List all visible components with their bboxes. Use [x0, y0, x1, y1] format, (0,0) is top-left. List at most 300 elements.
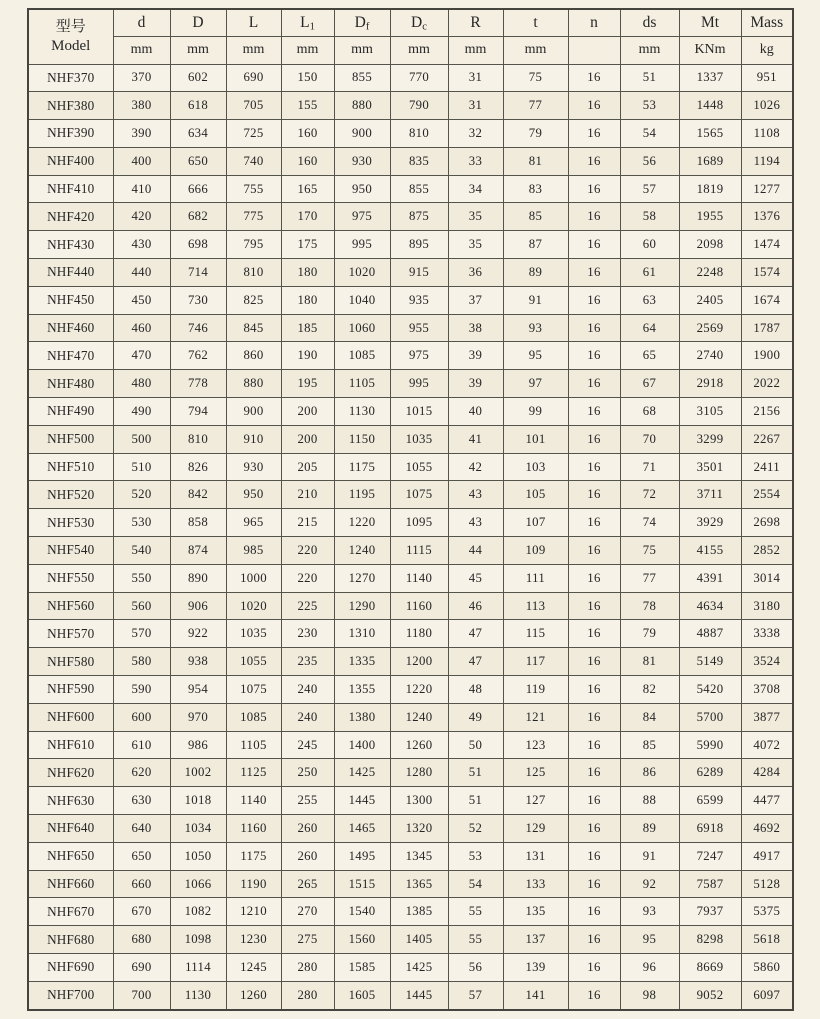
- cell-t: 111: [503, 564, 568, 592]
- cell-Df: 1105: [334, 370, 390, 398]
- cell-t: 103: [503, 453, 568, 481]
- cell-D: 634: [170, 120, 226, 148]
- cell-ds: 82: [620, 676, 679, 704]
- table-row-NHF580: [28, 648, 793, 676]
- cell-Df: 1425: [334, 759, 390, 787]
- cell-R: 56: [448, 954, 503, 982]
- cell-ds: 88: [620, 787, 679, 815]
- cell-R: 45: [448, 564, 503, 592]
- cell-L1: 255: [281, 787, 334, 815]
- cell-Mt: 7587: [679, 870, 741, 898]
- cell-Df: 1220: [334, 509, 390, 537]
- column-header-t: t: [503, 9, 568, 36]
- cell-L1: 220: [281, 564, 334, 592]
- cell-ds: 51: [620, 64, 679, 92]
- cell-Mass: 5128: [741, 870, 793, 898]
- cell-Dc: 1365: [390, 870, 448, 898]
- model-cell: NHF610: [28, 731, 113, 759]
- cell-n: 16: [568, 815, 620, 843]
- column-header-model: [28, 9, 113, 64]
- cell-Mt: 1448: [679, 92, 741, 120]
- cell-D: 1098: [170, 926, 226, 954]
- cell-Df: 1310: [334, 620, 390, 648]
- cell-D: 618: [170, 92, 226, 120]
- cell-Mt: 7247: [679, 842, 741, 870]
- cell-D: 746: [170, 314, 226, 342]
- cell-L: 755: [226, 175, 281, 203]
- cell-Mt: 3299: [679, 425, 741, 453]
- cell-ds: 92: [620, 870, 679, 898]
- cell-t: 95: [503, 342, 568, 370]
- cell-D: 650: [170, 147, 226, 175]
- cell-Mt: 6599: [679, 787, 741, 815]
- cell-L: 880: [226, 370, 281, 398]
- table-row-NHF570: [28, 620, 793, 648]
- cell-n: 16: [568, 203, 620, 231]
- spec-table: [27, 8, 794, 1011]
- cell-ds: 58: [620, 203, 679, 231]
- cell-L1: 230: [281, 620, 334, 648]
- cell-n: 16: [568, 286, 620, 314]
- column-header-n: n: [568, 9, 620, 36]
- cell-Mass: 4284: [741, 759, 793, 787]
- cell-Mt: 5990: [679, 731, 741, 759]
- cell-t: 115: [503, 620, 568, 648]
- cell-L1: 150: [281, 64, 334, 92]
- model-cell: NHF450: [28, 286, 113, 314]
- cell-Mt: 2248: [679, 259, 741, 287]
- cell-Dc: 790: [390, 92, 448, 120]
- cell-Mass: 3524: [741, 648, 793, 676]
- cell-L: 1105: [226, 731, 281, 759]
- table-row-NHF500: [28, 425, 793, 453]
- cell-L1: 265: [281, 870, 334, 898]
- cell-R: 37: [448, 286, 503, 314]
- cell-Df: 900: [334, 120, 390, 148]
- cell-d: 600: [113, 703, 170, 731]
- cell-L: 1020: [226, 592, 281, 620]
- cell-Df: 1380: [334, 703, 390, 731]
- column-header-L1: $L_1$: [281, 9, 334, 36]
- header-names-row: [28, 9, 793, 36]
- table-row-NHF650: [28, 842, 793, 870]
- table-row-NHF660: [28, 870, 793, 898]
- column-unit-Mass: kg: [741, 36, 793, 64]
- model-cell: NHF500: [28, 425, 113, 453]
- cell-ds: 75: [620, 537, 679, 565]
- cell-ds: 85: [620, 731, 679, 759]
- table-row-NHF380: [28, 92, 793, 120]
- cell-D: 714: [170, 259, 226, 287]
- cell-D: 666: [170, 175, 226, 203]
- table-row-NHF600: [28, 703, 793, 731]
- cell-L: 845: [226, 314, 281, 342]
- cell-t: 139: [503, 954, 568, 982]
- model-cell: NHF470: [28, 342, 113, 370]
- cell-n: 16: [568, 676, 620, 704]
- table-row-NHF520: [28, 481, 793, 509]
- cell-Mass: 2156: [741, 398, 793, 426]
- cell-ds: 70: [620, 425, 679, 453]
- cell-Mt: 5149: [679, 648, 741, 676]
- cell-d: 470: [113, 342, 170, 370]
- cell-L: 860: [226, 342, 281, 370]
- cell-D: 794: [170, 398, 226, 426]
- cell-Mt: 8669: [679, 954, 741, 982]
- cell-ds: 56: [620, 147, 679, 175]
- cell-R: 39: [448, 370, 503, 398]
- cell-d: 620: [113, 759, 170, 787]
- cell-d: 560: [113, 592, 170, 620]
- cell-R: 54: [448, 870, 503, 898]
- cell-d: 370: [113, 64, 170, 92]
- cell-L: 1190: [226, 870, 281, 898]
- cell-L: 1055: [226, 648, 281, 676]
- cell-Dc: 1075: [390, 481, 448, 509]
- cell-t: 119: [503, 676, 568, 704]
- cell-ds: 65: [620, 342, 679, 370]
- cell-L: 950: [226, 481, 281, 509]
- cell-n: 16: [568, 898, 620, 926]
- cell-Df: 1540: [334, 898, 390, 926]
- cell-n: 16: [568, 425, 620, 453]
- column-unit-d: mm: [113, 36, 170, 64]
- cell-Mass: 2411: [741, 453, 793, 481]
- cell-D: 730: [170, 286, 226, 314]
- cell-L: 1000: [226, 564, 281, 592]
- cell-ds: 91: [620, 842, 679, 870]
- cell-Mt: 2098: [679, 231, 741, 259]
- cell-L1: 200: [281, 398, 334, 426]
- cell-D: 682: [170, 203, 226, 231]
- cell-R: 40: [448, 398, 503, 426]
- cell-ds: 77: [620, 564, 679, 592]
- cell-Mass: 3180: [741, 592, 793, 620]
- cell-R: 31: [448, 64, 503, 92]
- cell-L1: 160: [281, 147, 334, 175]
- cell-d: 500: [113, 425, 170, 453]
- cell-L: 1210: [226, 898, 281, 926]
- model-cell: NHF420: [28, 203, 113, 231]
- cell-L1: 165: [281, 175, 334, 203]
- cell-Df: 1085: [334, 342, 390, 370]
- cell-Df: 1585: [334, 954, 390, 982]
- cell-Df: 1495: [334, 842, 390, 870]
- cell-Dc: 1345: [390, 842, 448, 870]
- cell-n: 16: [568, 342, 620, 370]
- cell-d: 580: [113, 648, 170, 676]
- cell-R: 39: [448, 342, 503, 370]
- cell-t: 99: [503, 398, 568, 426]
- column-unit-L1: mm: [281, 36, 334, 64]
- cell-Df: 880: [334, 92, 390, 120]
- cell-t: 135: [503, 898, 568, 926]
- cell-L1: 195: [281, 370, 334, 398]
- cell-Mt: 6289: [679, 759, 741, 787]
- cell-R: 51: [448, 759, 503, 787]
- cell-L: 965: [226, 509, 281, 537]
- cell-Dc: 855: [390, 175, 448, 203]
- table-row-NHF690: [28, 954, 793, 982]
- cell-Dc: 1095: [390, 509, 448, 537]
- column-unit-n: [568, 36, 620, 64]
- model-cell: NHF630: [28, 787, 113, 815]
- cell-t: 81: [503, 147, 568, 175]
- cell-t: 87: [503, 231, 568, 259]
- model-cell: NHF570: [28, 620, 113, 648]
- cell-Mass: 1026: [741, 92, 793, 120]
- cell-t: 127: [503, 787, 568, 815]
- table-row-NHF460: [28, 314, 793, 342]
- cell-D: 970: [170, 703, 226, 731]
- cell-L: 900: [226, 398, 281, 426]
- model-cell: NHF390: [28, 120, 113, 148]
- cell-R: 44: [448, 537, 503, 565]
- cell-Dc: 1445: [390, 981, 448, 1010]
- model-cell: NHF510: [28, 453, 113, 481]
- cell-L1: 260: [281, 815, 334, 843]
- cell-t: 85: [503, 203, 568, 231]
- cell-Mass: 5375: [741, 898, 793, 926]
- model-cell: NHF620: [28, 759, 113, 787]
- cell-ds: 93: [620, 898, 679, 926]
- cell-ds: 86: [620, 759, 679, 787]
- cell-t: 129: [503, 815, 568, 843]
- cell-Dc: 1320: [390, 815, 448, 843]
- cell-Mt: 2405: [679, 286, 741, 314]
- cell-Dc: 1055: [390, 453, 448, 481]
- column-header-D: D: [170, 9, 226, 36]
- table-row-NHF560: [28, 592, 793, 620]
- cell-ds: 98: [620, 981, 679, 1010]
- table-row-NHF700: [28, 981, 793, 1010]
- cell-ds: 53: [620, 92, 679, 120]
- cell-Df: 1445: [334, 787, 390, 815]
- cell-n: 16: [568, 481, 620, 509]
- column-header-d: d: [113, 9, 170, 36]
- model-cell: NHF660: [28, 870, 113, 898]
- cell-Dc: 835: [390, 147, 448, 175]
- cell-Mt: 3929: [679, 509, 741, 537]
- cell-n: 16: [568, 703, 620, 731]
- model-cell: NHF490: [28, 398, 113, 426]
- cell-Dc: 1405: [390, 926, 448, 954]
- cell-Dc: 1300: [390, 787, 448, 815]
- cell-Mass: 1787: [741, 314, 793, 342]
- model-label-cn: 型号: [55, 19, 86, 35]
- model-cell: NHF690: [28, 954, 113, 982]
- cell-n: 16: [568, 787, 620, 815]
- model-cell: NHF370: [28, 64, 113, 92]
- cell-Mass: 2852: [741, 537, 793, 565]
- cell-D: 1114: [170, 954, 226, 982]
- cell-L1: 215: [281, 509, 334, 537]
- cell-L: 1075: [226, 676, 281, 704]
- cell-Mass: 3708: [741, 676, 793, 704]
- cell-d: 530: [113, 509, 170, 537]
- cell-Mt: 1565: [679, 120, 741, 148]
- cell-Mass: 4072: [741, 731, 793, 759]
- cell-D: 954: [170, 676, 226, 704]
- model-cell: NHF560: [28, 592, 113, 620]
- model-cell: NHF430: [28, 231, 113, 259]
- cell-Df: 1465: [334, 815, 390, 843]
- cell-Dc: 1035: [390, 425, 448, 453]
- cell-ds: 68: [620, 398, 679, 426]
- cell-d: 490: [113, 398, 170, 426]
- cell-Dc: 955: [390, 314, 448, 342]
- cell-d: 460: [113, 314, 170, 342]
- cell-ds: 72: [620, 481, 679, 509]
- cell-Dc: 1115: [390, 537, 448, 565]
- cell-R: 48: [448, 676, 503, 704]
- cell-Mass: 6097: [741, 981, 793, 1010]
- cell-d: 570: [113, 620, 170, 648]
- cell-R: 55: [448, 898, 503, 926]
- cell-Mt: 2569: [679, 314, 741, 342]
- cell-Df: 950: [334, 175, 390, 203]
- cell-t: 113: [503, 592, 568, 620]
- column-header-Mass: Mass: [741, 9, 793, 36]
- cell-D: 810: [170, 425, 226, 453]
- cell-Mass: 2554: [741, 481, 793, 509]
- cell-Df: 995: [334, 231, 390, 259]
- cell-Df: 1560: [334, 926, 390, 954]
- cell-Dc: 1220: [390, 676, 448, 704]
- cell-Dc: 915: [390, 259, 448, 287]
- cell-Df: 1175: [334, 453, 390, 481]
- cell-L: 795: [226, 231, 281, 259]
- cell-L1: 250: [281, 759, 334, 787]
- column-unit-L: mm: [226, 36, 281, 64]
- model-cell: NHF680: [28, 926, 113, 954]
- column-header-subscript: f: [365, 20, 370, 32]
- cell-d: 660: [113, 870, 170, 898]
- cell-Dc: 1425: [390, 954, 448, 982]
- cell-R: 34: [448, 175, 503, 203]
- cell-Mass: 3338: [741, 620, 793, 648]
- column-header-R: R: [448, 9, 503, 36]
- table-row-NHF470: [28, 342, 793, 370]
- model-cell: NHF650: [28, 842, 113, 870]
- cell-d: 390: [113, 120, 170, 148]
- cell-Dc: 1180: [390, 620, 448, 648]
- cell-d: 700: [113, 981, 170, 1010]
- cell-L1: 175: [281, 231, 334, 259]
- cell-D: 762: [170, 342, 226, 370]
- model-cell: NHF440: [28, 259, 113, 287]
- model-cell: NHF410: [28, 175, 113, 203]
- cell-d: 590: [113, 676, 170, 704]
- cell-Df: 1515: [334, 870, 390, 898]
- table-row-NHF620: [28, 759, 793, 787]
- cell-R: 50: [448, 731, 503, 759]
- cell-Mt: 7937: [679, 898, 741, 926]
- cell-D: 1034: [170, 815, 226, 843]
- cell-ds: 71: [620, 453, 679, 481]
- cell-D: 1018: [170, 787, 226, 815]
- cell-L: 690: [226, 64, 281, 92]
- cell-R: 33: [448, 147, 503, 175]
- cell-d: 680: [113, 926, 170, 954]
- cell-D: 1130: [170, 981, 226, 1010]
- cell-ds: 60: [620, 231, 679, 259]
- table-row-NHF400: [28, 147, 793, 175]
- cell-t: 105: [503, 481, 568, 509]
- cell-Mt: 1955: [679, 203, 741, 231]
- column-unit-Dc: mm: [390, 36, 448, 64]
- cell-Mt: 4391: [679, 564, 741, 592]
- cell-D: 938: [170, 648, 226, 676]
- table-row-NHF420: [28, 203, 793, 231]
- cell-R: 47: [448, 648, 503, 676]
- cell-ds: 79: [620, 620, 679, 648]
- cell-t: 83: [503, 175, 568, 203]
- cell-Mt: 1689: [679, 147, 741, 175]
- cell-n: 16: [568, 175, 620, 203]
- cell-R: 35: [448, 231, 503, 259]
- column-header-Dc: $D_c$: [390, 9, 448, 36]
- cell-L1: 180: [281, 286, 334, 314]
- table-row-NHF610: [28, 731, 793, 759]
- cell-Mt: 4887: [679, 620, 741, 648]
- cell-ds: 63: [620, 286, 679, 314]
- cell-n: 16: [568, 954, 620, 982]
- cell-n: 16: [568, 537, 620, 565]
- cell-t: 93: [503, 314, 568, 342]
- cell-d: 420: [113, 203, 170, 231]
- cell-Mt: 1337: [679, 64, 741, 92]
- cell-Dc: 1200: [390, 648, 448, 676]
- table-row-NHF670: [28, 898, 793, 926]
- cell-L1: 160: [281, 120, 334, 148]
- cell-L: 1230: [226, 926, 281, 954]
- cell-ds: 57: [620, 175, 679, 203]
- cell-Mt: 5420: [679, 676, 741, 704]
- column-unit-R: mm: [448, 36, 503, 64]
- cell-L: 740: [226, 147, 281, 175]
- cell-D: 1082: [170, 898, 226, 926]
- cell-L1: 280: [281, 981, 334, 1010]
- cell-Mt: 8298: [679, 926, 741, 954]
- cell-Dc: 995: [390, 370, 448, 398]
- cell-d: 670: [113, 898, 170, 926]
- cell-L: 725: [226, 120, 281, 148]
- cell-Df: 1335: [334, 648, 390, 676]
- cell-t: 109: [503, 537, 568, 565]
- cell-R: 53: [448, 842, 503, 870]
- cell-ds: 61: [620, 259, 679, 287]
- model-cell: NHF400: [28, 147, 113, 175]
- cell-n: 16: [568, 453, 620, 481]
- cell-n: 16: [568, 120, 620, 148]
- cell-n: 16: [568, 648, 620, 676]
- cell-L1: 240: [281, 676, 334, 704]
- cell-Mass: 1376: [741, 203, 793, 231]
- cell-R: 47: [448, 620, 503, 648]
- table-row-NHF450: [28, 286, 793, 314]
- table-row-NHF410: [28, 175, 793, 203]
- cell-n: 16: [568, 926, 620, 954]
- cell-Mass: 1194: [741, 147, 793, 175]
- model-cell: NHF530: [28, 509, 113, 537]
- cell-Df: 1355: [334, 676, 390, 704]
- cell-L1: 245: [281, 731, 334, 759]
- cell-Df: 1400: [334, 731, 390, 759]
- cell-Mt: 2918: [679, 370, 741, 398]
- cell-L1: 280: [281, 954, 334, 982]
- cell-Mt: 3711: [679, 481, 741, 509]
